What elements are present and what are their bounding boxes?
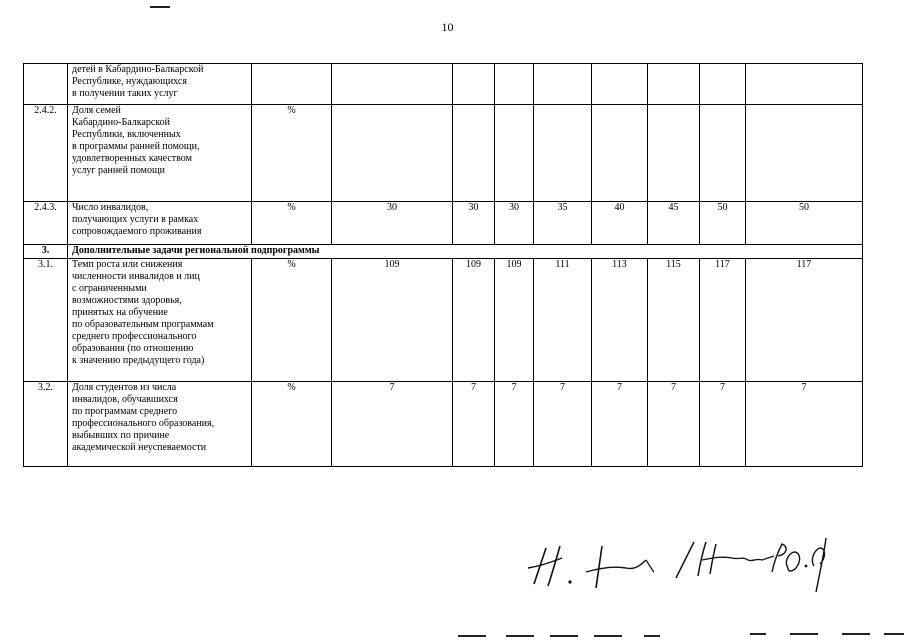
value-cell: 109 — [332, 259, 453, 382]
section-row — [24, 245, 863, 259]
value-cell: 45 — [648, 202, 700, 245]
value-cell — [453, 64, 495, 105]
value-cell: 115 — [648, 259, 700, 382]
value-cell — [746, 64, 863, 105]
value-cell — [700, 105, 746, 202]
table-row — [24, 259, 863, 382]
value-cell: 111 — [534, 259, 592, 382]
unit-cell: % — [252, 202, 332, 245]
value-cell: 50 — [746, 202, 863, 245]
handwritten-signature — [526, 532, 836, 596]
indicator-name-cell: Темп роста или снижения численности инвалидов и лиц с ограниченными возможностями здоровья, принятых на обучение по образовательным программам среднего профессионального образования (по отношению к значению предыдущего года) — [68, 259, 252, 382]
indicator-name-cell: Число инвалидов, получающих услуги в рамках сопровождаемого проживания — [68, 202, 252, 245]
value-cell — [534, 105, 592, 202]
value-cell: 117 — [746, 259, 863, 382]
indicator-name-cell: Доля студентов из числа инвалидов, обучавшихся по программам среднего профессионального образования, выбывших по причине академической неуспеваемости — [68, 382, 252, 467]
value-cell — [495, 105, 534, 202]
value-cell — [332, 105, 453, 202]
value-cell: 7 — [495, 382, 534, 467]
value-cell — [332, 64, 453, 105]
unit-cell — [252, 64, 332, 105]
value-cell: 109 — [453, 259, 495, 382]
value-cell: 117 — [700, 259, 746, 382]
value-cell — [648, 64, 700, 105]
section-title-cell: Дополнительные задачи региональной подпрограммы — [68, 245, 863, 259]
indicator-name-cell: Доля семей Кабардино-Балкарской Республики, включенных в программы ранней помощи, удовлетворенных качеством услуг ранней помощи — [68, 105, 252, 202]
unit-cell: % — [252, 382, 332, 467]
value-cell: 7 — [648, 382, 700, 467]
table-row — [24, 382, 863, 467]
value-cell: 7 — [592, 382, 648, 467]
table-row — [24, 64, 863, 105]
row-number-cell: 2.4.2. — [24, 105, 68, 202]
value-cell: 30 — [332, 202, 453, 245]
value-cell: 7 — [332, 382, 453, 467]
value-cell: 7 — [453, 382, 495, 467]
value-cell: 113 — [592, 259, 648, 382]
table-row — [24, 105, 863, 202]
value-cell: 35 — [534, 202, 592, 245]
value-cell — [592, 64, 648, 105]
value-cell: 7 — [700, 382, 746, 467]
value-cell: 30 — [495, 202, 534, 245]
page-number: 10 — [441, 20, 454, 34]
unit-cell: % — [252, 259, 332, 382]
unit-cell: % — [252, 105, 332, 202]
row-number-cell: 3.2. — [24, 382, 68, 467]
value-cell: 7 — [746, 382, 863, 467]
value-cell: 7 — [534, 382, 592, 467]
row-number-cell: 3.1. — [24, 259, 68, 382]
value-cell — [700, 64, 746, 105]
value-cell — [592, 105, 648, 202]
row-number-cell — [24, 64, 68, 105]
value-cell — [495, 64, 534, 105]
value-cell: 50 — [700, 202, 746, 245]
indicators-table — [23, 63, 863, 467]
value-cell: 30 — [453, 202, 495, 245]
row-number-cell: 3. — [24, 245, 68, 259]
scan-artifact-mark — [150, 6, 170, 8]
row-number-cell: 2.4.3. — [24, 202, 68, 245]
value-cell — [648, 105, 700, 202]
value-cell: 40 — [592, 202, 648, 245]
value-cell — [453, 105, 495, 202]
value-cell — [534, 64, 592, 105]
scan-bottom-edge-marks — [0, 630, 905, 640]
value-cell — [746, 105, 863, 202]
table-row — [24, 202, 863, 245]
indicator-name-cell: детей в Кабардино-Балкарской Республике, нуждающихся в получении таких услуг — [68, 64, 252, 105]
value-cell: 109 — [495, 259, 534, 382]
